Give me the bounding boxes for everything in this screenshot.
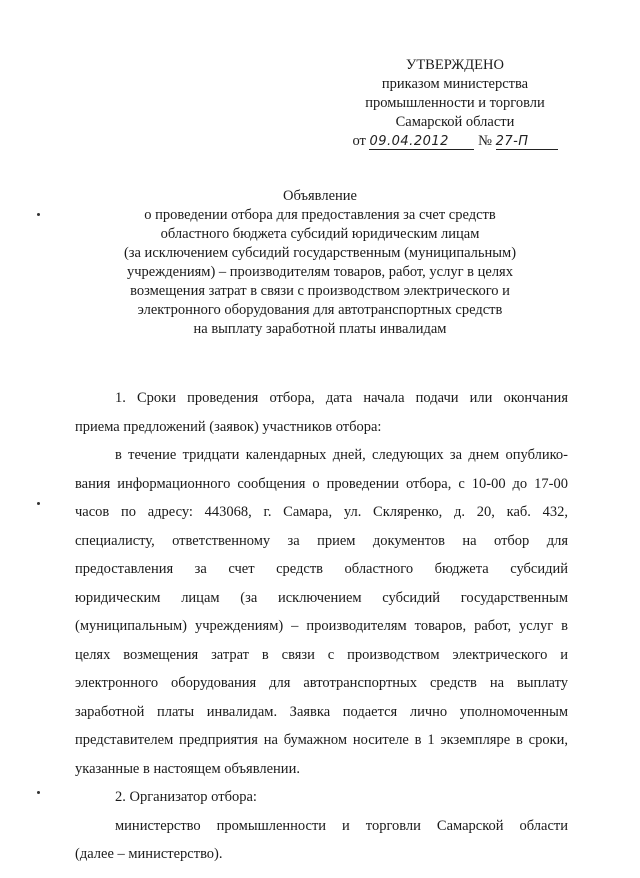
item-1 [75,384,568,441]
body-line: указанные в настоящем объявлении. [75,760,300,777]
approval-block [340,56,570,151]
body-line: 1. Сроки проведения отбора, дата начала подачи или окончания [115,390,568,406]
scan-mark [37,213,40,216]
heading-line: областного бюджета субсидий юридическим лицам [160,226,480,242]
item-2 [75,783,568,812]
body-line: в течение тридцати календарных дней, следующих за днем опублико- [115,447,568,463]
approval-line: приказом министерства [381,76,529,92]
body-line: вания информационного сообщения о проведении отбора, с 10-00 до 17-00 [75,475,568,492]
body-line: часов по адресу: 443068, г. Самара, ул. Скляренко, д. 20, каб. 432, [75,504,568,520]
item-1-detail [75,441,568,783]
approval-line: Самарской области [395,114,515,130]
body-line: представителем предприятия на бумажном носителе в 1 экземпляре в сроки, [75,732,568,748]
heading-line: электронного оборудования для автотранспортных средств [137,302,503,318]
body-line: специалисту, ответственному за прием документов на отбор для [75,532,568,549]
body-line: целях возмещения затрат в связи с производством электрического и [75,646,568,663]
approval-title: УТВЕРЖДЕНО [406,57,504,73]
body-line: (муниципальным) учреждениям) – производителям товаров, работ, услуг в [75,618,568,634]
from-label: от [352,133,366,149]
handwritten-date: 09.04.2012 [369,135,474,150]
body-line: предоставления за счет средств областного бюджета субсидий [75,561,568,577]
item-2-detail [75,812,568,869]
document-body [75,384,568,869]
body-line: заработной платы инвалидам. Заявка подается лично уполномоченным [75,703,568,720]
body-line: (далее – министерство). [75,846,223,862]
number-label: № [478,133,492,149]
approval-date-line [340,132,570,151]
scan-mark [37,502,40,505]
approval-line: промышленности и торговли [365,95,545,111]
heading-line: возмещения затрат в связи с производством электрического и [130,283,510,299]
handwritten-number: 27-П [496,135,558,150]
announcement-heading [100,187,540,339]
scan-mark [37,791,40,794]
heading-title: Объявление [283,188,357,204]
body-line: электронного оборудования для автотранспортных средств на выплату [75,675,568,691]
heading-line: учреждениям) – производителям товаров, работ, услуг в целях [127,264,513,280]
body-line: приема предложений (заявок) участников отбора: [75,418,382,435]
body-line: министерство промышленности и торговли Самарской области [115,817,568,834]
heading-line: о проведении отбора для предоставления за счет средств [144,207,496,223]
body-line: 2. Организатор отбора: [115,789,257,805]
heading-line: (за исключением субсидий государственным (муниципальным) [123,245,517,261]
heading-line: на выплату заработной платы инвалидам [193,321,447,337]
body-line: юридическим лицам (за исключением субсидий государственным [75,589,568,606]
